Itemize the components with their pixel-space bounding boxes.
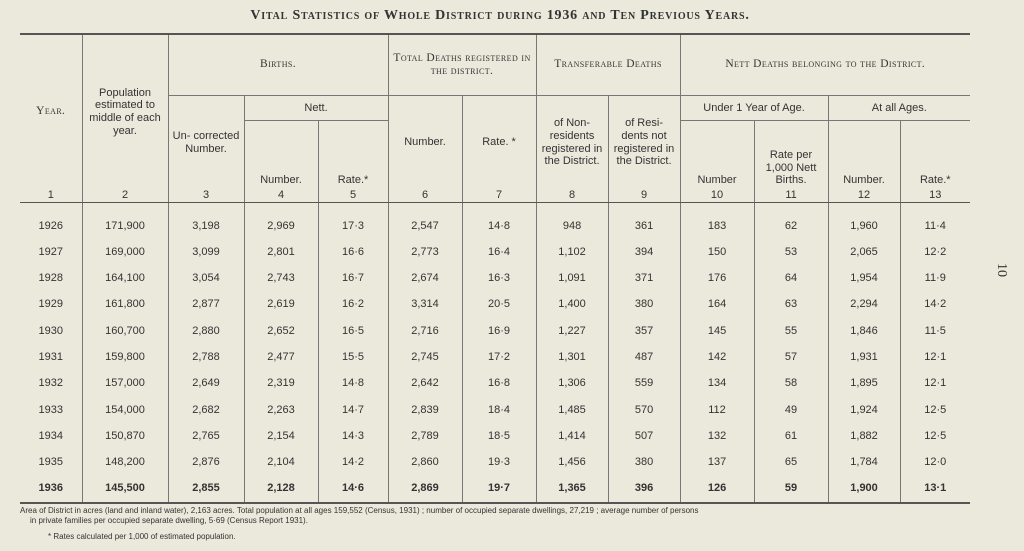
column-number: 7 bbox=[462, 189, 536, 202]
table-cell: 2,716 bbox=[388, 318, 462, 344]
table-cell: 55 bbox=[754, 318, 828, 344]
table-cell: 164 bbox=[680, 291, 754, 317]
header-deaths-number: Number. bbox=[388, 96, 462, 190]
table-cell: 126 bbox=[680, 475, 754, 502]
table-row bbox=[20, 291, 970, 317]
table-cell: 1,784 bbox=[828, 449, 900, 475]
table-cell: 2,154 bbox=[244, 423, 318, 449]
table-cell: 12·0 bbox=[900, 449, 970, 475]
table-cell: 183 bbox=[680, 202, 754, 239]
table-cell: 150 bbox=[680, 239, 754, 265]
year-cell: 1932 bbox=[38, 377, 63, 390]
table-cell: 20·5 bbox=[462, 291, 536, 317]
header-allages-rate: Rate.* bbox=[900, 121, 970, 190]
table-cell: 16·8 bbox=[462, 370, 536, 396]
column-number: 5 bbox=[318, 189, 388, 202]
table-title: Vital Statistics of Whole District during 1936 and Ten Previous Years. bbox=[250, 8, 750, 23]
table-cell: 3,314 bbox=[388, 291, 462, 317]
table-cell: 112 bbox=[680, 396, 754, 422]
table-cell: 2,877 bbox=[168, 291, 244, 317]
table-row bbox=[20, 396, 970, 422]
table-cell: 2,765 bbox=[168, 423, 244, 449]
table-cell: 11·9 bbox=[900, 265, 970, 291]
table-cell: 15·5 bbox=[318, 344, 388, 370]
table-cell: 12·2 bbox=[900, 239, 970, 265]
table-row bbox=[20, 318, 970, 344]
table-cell: 3,054 bbox=[168, 265, 244, 291]
table-cell: 14·3 bbox=[318, 423, 388, 449]
table-cell: 14·8 bbox=[318, 370, 388, 396]
table-cell: 63 bbox=[754, 291, 828, 317]
table-cell: 1,882 bbox=[828, 423, 900, 449]
table-cell: 145 bbox=[680, 318, 754, 344]
column-number: 3 bbox=[168, 189, 244, 202]
table-cell: 1,924 bbox=[828, 396, 900, 422]
header-infant-rate: Rate per 1,000 Nett Births. bbox=[754, 121, 828, 190]
table-cell: 2,649 bbox=[168, 370, 244, 396]
year-cell: 1935 bbox=[38, 456, 63, 469]
table-row bbox=[20, 423, 970, 449]
column-number: 6 bbox=[388, 189, 462, 202]
year-cell: 1926 bbox=[38, 219, 63, 232]
table-cell: 559 bbox=[608, 370, 680, 396]
column-number: 9 bbox=[608, 189, 680, 202]
table-cell: 49 bbox=[754, 396, 828, 422]
table-cell: 2,104 bbox=[244, 449, 318, 475]
table-cell: 1,931 bbox=[828, 344, 900, 370]
table-row bbox=[20, 265, 970, 291]
table-cell: 1,301 bbox=[536, 344, 608, 370]
table-cell: 161,800 bbox=[82, 291, 168, 317]
table-cell: 64 bbox=[754, 265, 828, 291]
table-cell: 159,800 bbox=[82, 344, 168, 370]
header-nett-number: Number. bbox=[244, 121, 318, 190]
column-number: 1 bbox=[20, 189, 82, 202]
page-number: 10 bbox=[994, 263, 1009, 277]
table-cell: 145,500 bbox=[82, 475, 168, 502]
table-body bbox=[20, 202, 970, 502]
header-non-residents: of Non- residents registered in the District. bbox=[536, 96, 608, 190]
table-cell: 2,674 bbox=[388, 265, 462, 291]
table-row bbox=[20, 202, 970, 239]
table-row bbox=[20, 370, 970, 396]
table-cell: 14·7 bbox=[318, 396, 388, 422]
table-cell: 1,414 bbox=[536, 423, 608, 449]
header-transferable-deaths: Transferable Deaths bbox=[536, 34, 680, 96]
table-cell: 19·3 bbox=[462, 449, 536, 475]
table-cell: 16·4 bbox=[462, 239, 536, 265]
table-cell: 12·1 bbox=[900, 344, 970, 370]
table-cell: 171,900 bbox=[82, 202, 168, 239]
table-cell: 948 bbox=[536, 202, 608, 239]
table-cell: 1,485 bbox=[536, 396, 608, 422]
table-cell: 1,227 bbox=[536, 318, 608, 344]
header-nett: Nett. bbox=[244, 96, 388, 121]
year-cell: 1930 bbox=[38, 324, 63, 337]
year-cell: 1933 bbox=[38, 403, 63, 416]
table-cell: 2,547 bbox=[388, 202, 462, 239]
table-cell: 2,652 bbox=[244, 318, 318, 344]
table-cell: 57 bbox=[754, 344, 828, 370]
table-row bbox=[20, 475, 970, 502]
table-cell: 137 bbox=[680, 449, 754, 475]
table-cell: 2,294 bbox=[828, 291, 900, 317]
footnote-rates: * Rates calculated per 1,000 of estimated population. bbox=[48, 532, 236, 541]
table-cell: 11·5 bbox=[900, 318, 970, 344]
table-cell: 2,801 bbox=[244, 239, 318, 265]
table-cell: 1,960 bbox=[828, 202, 900, 239]
table-cell: 14·6 bbox=[318, 475, 388, 502]
table-cell: 2,642 bbox=[388, 370, 462, 396]
table-cell: 14·8 bbox=[462, 202, 536, 239]
table-cell: 160,700 bbox=[82, 318, 168, 344]
table-cell: 357 bbox=[608, 318, 680, 344]
table-cell: 2,855 bbox=[168, 475, 244, 502]
table-cell: 2,876 bbox=[168, 449, 244, 475]
header-population: Population estimated to middle of each year. bbox=[82, 34, 168, 189]
table-cell: 134 bbox=[680, 370, 754, 396]
table-cell: 1,091 bbox=[536, 265, 608, 291]
table-cell: 14·2 bbox=[900, 291, 970, 317]
table-cell: 142 bbox=[680, 344, 754, 370]
table-cell: 11·4 bbox=[900, 202, 970, 239]
table-cell: 380 bbox=[608, 291, 680, 317]
table-row bbox=[20, 344, 970, 370]
year-cell: 1927 bbox=[38, 245, 63, 258]
year-cell: 1928 bbox=[38, 272, 63, 285]
header-nett-deaths: Nett Deaths belonging to the District. bbox=[680, 34, 970, 96]
table-cell: 396 bbox=[608, 475, 680, 502]
header-births: Births. bbox=[168, 34, 388, 96]
header-total-deaths: Total Deaths registered in the district. bbox=[388, 34, 536, 96]
table-cell: 17·2 bbox=[462, 344, 536, 370]
table-cell: 16·3 bbox=[462, 265, 536, 291]
table-cell: 361 bbox=[608, 202, 680, 239]
table-cell: 13·1 bbox=[900, 475, 970, 502]
header-nett-rate: Rate.* bbox=[318, 121, 388, 190]
table-cell: 2,789 bbox=[388, 423, 462, 449]
table-cell: 12·5 bbox=[900, 423, 970, 449]
table-cell: 2,773 bbox=[388, 239, 462, 265]
table-cell: 132 bbox=[680, 423, 754, 449]
table-cell: 380 bbox=[608, 449, 680, 475]
table-cell: 16·7 bbox=[318, 265, 388, 291]
table-cell: 2,860 bbox=[388, 449, 462, 475]
header-allages-number: Number. bbox=[828, 121, 900, 190]
table-cell: 1,895 bbox=[828, 370, 900, 396]
table-cell: 65 bbox=[754, 449, 828, 475]
table-cell: 59 bbox=[754, 475, 828, 502]
table-cell: 16·9 bbox=[462, 318, 536, 344]
table-cell: 3,198 bbox=[168, 202, 244, 239]
column-number: 10 bbox=[680, 189, 754, 202]
table-cell: 2,619 bbox=[244, 291, 318, 317]
table-cell: 12·1 bbox=[900, 370, 970, 396]
table-cell: 1,954 bbox=[828, 265, 900, 291]
table-cell: 53 bbox=[754, 239, 828, 265]
column-number: 11 bbox=[754, 189, 828, 202]
table-cell: 148,200 bbox=[82, 449, 168, 475]
table-cell: 17·3 bbox=[318, 202, 388, 239]
table-cell: 176 bbox=[680, 265, 754, 291]
year-cell: 1936 bbox=[20, 475, 82, 502]
table-cell: 371 bbox=[608, 265, 680, 291]
table-cell: 62 bbox=[754, 202, 828, 239]
table-cell: 16·6 bbox=[318, 239, 388, 265]
table-cell: 2,880 bbox=[168, 318, 244, 344]
footnote-area: Area of District in acres (land and inland water), 2,163 acres. Total population at all ages 159,552 (Census, 1931) ; number of occupied separate dwellings, 27,219 ; average number of persons bbox=[20, 506, 699, 515]
column-number: 8 bbox=[536, 189, 608, 202]
header-deaths-rate: Rate. * bbox=[462, 96, 536, 190]
header-year: Year. bbox=[20, 34, 82, 189]
table-cell: 2,477 bbox=[244, 344, 318, 370]
table-cell: 1,365 bbox=[536, 475, 608, 502]
table-cell: 1,102 bbox=[536, 239, 608, 265]
table-cell: 18·5 bbox=[462, 423, 536, 449]
vital-statistics-table bbox=[20, 33, 970, 504]
table-cell: 169,000 bbox=[82, 239, 168, 265]
table-cell: 157,000 bbox=[82, 370, 168, 396]
table-cell: 1,846 bbox=[828, 318, 900, 344]
table-cell: 150,870 bbox=[82, 423, 168, 449]
column-number: 2 bbox=[82, 189, 168, 202]
year-cell: 1934 bbox=[38, 429, 63, 442]
table-cell: 16·5 bbox=[318, 318, 388, 344]
table-cell: 14·2 bbox=[318, 449, 388, 475]
table-cell: 19·7 bbox=[462, 475, 536, 502]
header-residents-not-registered: of Resi- dents not registered in the District. bbox=[608, 96, 680, 190]
header-infant-number: Number bbox=[680, 121, 754, 190]
table-cell: 394 bbox=[608, 239, 680, 265]
column-number: 12 bbox=[828, 189, 900, 202]
table-cell: 164,100 bbox=[82, 265, 168, 291]
footnote-families: in private families per occupied separate dwelling, 5·69 (Census Report 1931). bbox=[30, 516, 308, 525]
year-cell: 1929 bbox=[38, 298, 63, 311]
table-cell: 16·2 bbox=[318, 291, 388, 317]
table-cell: 1,400 bbox=[536, 291, 608, 317]
table-cell: 58 bbox=[754, 370, 828, 396]
table-cell: 154,000 bbox=[82, 396, 168, 422]
table-cell: 61 bbox=[754, 423, 828, 449]
table-cell: 2,839 bbox=[388, 396, 462, 422]
year-cell: 1931 bbox=[38, 350, 63, 363]
table-cell: 2,319 bbox=[244, 370, 318, 396]
column-number: 4 bbox=[244, 189, 318, 202]
table-cell: 2,869 bbox=[388, 475, 462, 502]
table-row bbox=[20, 239, 970, 265]
table-cell: 570 bbox=[608, 396, 680, 422]
table-cell: 18·4 bbox=[462, 396, 536, 422]
column-number: 13 bbox=[900, 189, 970, 202]
table-cell: 507 bbox=[608, 423, 680, 449]
table-cell: 2,969 bbox=[244, 202, 318, 239]
table-row bbox=[20, 449, 970, 475]
table-cell: 12·5 bbox=[900, 396, 970, 422]
table-cell: 2,128 bbox=[244, 475, 318, 502]
table-cell: 2,065 bbox=[828, 239, 900, 265]
table-cell: 2,788 bbox=[168, 344, 244, 370]
table-cell: 2,745 bbox=[388, 344, 462, 370]
header-uncorrected-number: Un- corrected Number. bbox=[168, 96, 244, 190]
table-cell: 1,456 bbox=[536, 449, 608, 475]
table-cell: 2,263 bbox=[244, 396, 318, 422]
header-all-ages: At all Ages. bbox=[828, 96, 970, 121]
header-under-one-year: Under 1 Year of Age. bbox=[680, 96, 828, 121]
table-cell: 2,743 bbox=[244, 265, 318, 291]
table-cell: 3,099 bbox=[168, 239, 244, 265]
table-cell: 1,306 bbox=[536, 370, 608, 396]
table-cell: 2,682 bbox=[168, 396, 244, 422]
table-cell: 487 bbox=[608, 344, 680, 370]
table-cell: 1,900 bbox=[828, 475, 900, 502]
